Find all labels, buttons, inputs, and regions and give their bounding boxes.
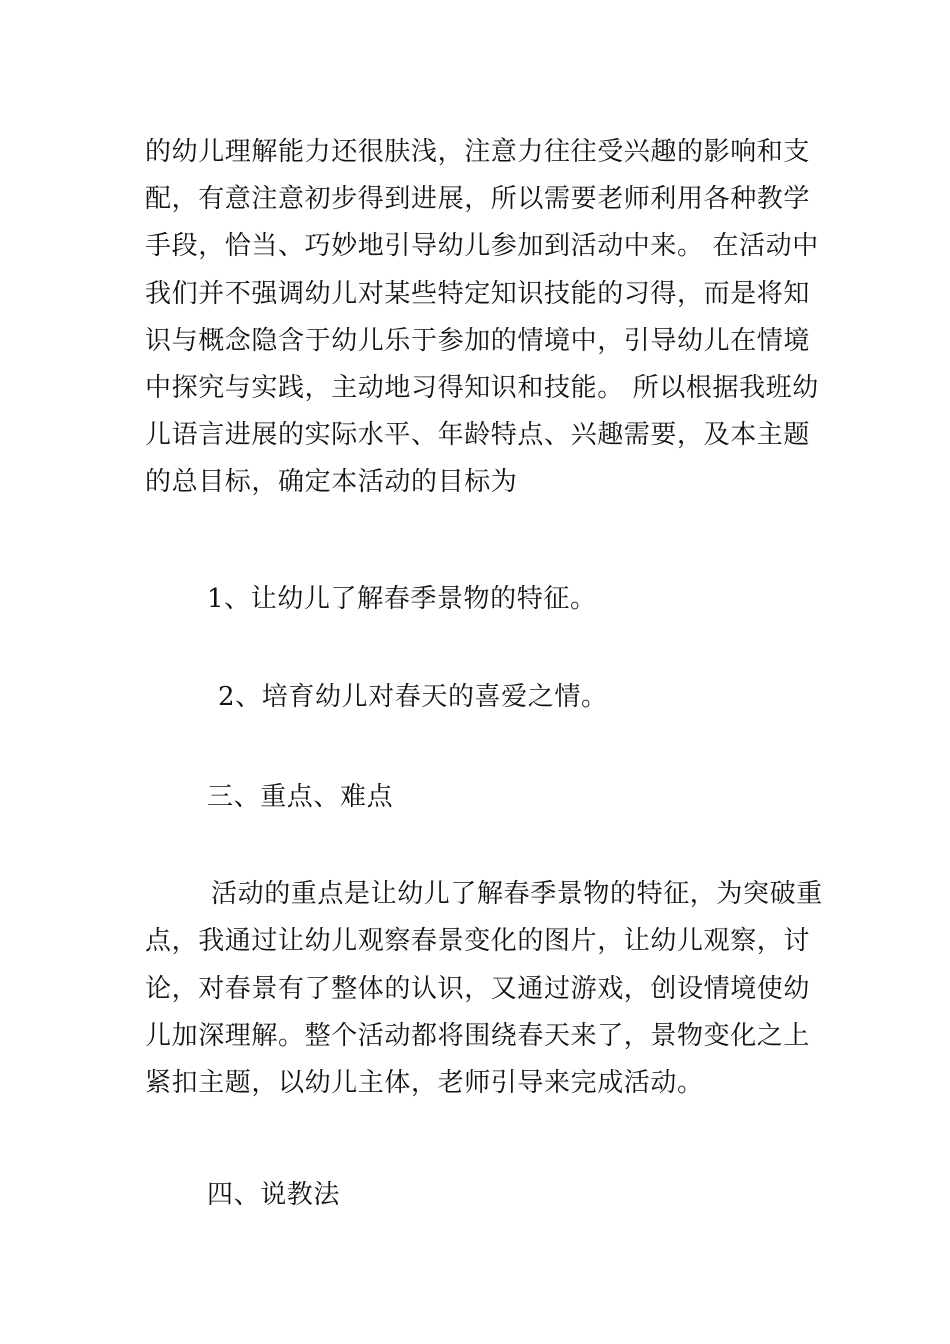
text-line: 我们并不强调幼儿对某些特定知识技能的习得，而是将知 <box>145 279 811 309</box>
goal-item-1: 1、让幼儿了解春季景物的特征。 <box>207 584 597 614</box>
text-line: 紧扣主题，以幼儿主体，老师引导来完成活动。 <box>145 1068 704 1098</box>
text-line: 儿语言进展的实际水平、年龄特点、兴趣需要，及本主题 <box>145 420 811 450</box>
text-line: 中探究与实践，主动地习得知识和技能。 所以根据我班幼 <box>145 373 819 403</box>
text-line: 配，有意注意初步得到进展，所以需要老师利用各种教学 <box>145 184 811 214</box>
goal-item-2: 2、培育幼儿对春天的喜爱之情。 <box>218 682 608 712</box>
text-line: 的总目标，确定本活动的目标为 <box>145 467 518 497</box>
section-heading-4: 四、说教法 <box>207 1180 341 1210</box>
text-line: 活动的重点是让幼儿了解春季景物的特征，为突破重 <box>211 879 823 909</box>
text-line: 的幼儿理解能力还很肤浅，注意力往往受兴趣的影响和支 <box>145 137 811 167</box>
text-line: 点，我通过让幼儿观察春景变化的图片，让幼儿观察，讨 <box>145 926 811 956</box>
text-line: 儿加深理解。整个活动都将围绕春天来了，景物变化之上 <box>145 1021 811 1051</box>
text-line: 手段，恰当、巧妙地引导幼儿参加到活动中来。 在活动中 <box>145 231 819 261</box>
section-heading-3: 三、重点、难点 <box>207 782 394 812</box>
text-line: 识与概念隐含于幼儿乐于参加的情境中，引导幼儿在情境 <box>145 326 811 356</box>
text-line: 论，对春景有了整体的认识，又通过游戏，创设情境使幼 <box>145 974 811 1004</box>
